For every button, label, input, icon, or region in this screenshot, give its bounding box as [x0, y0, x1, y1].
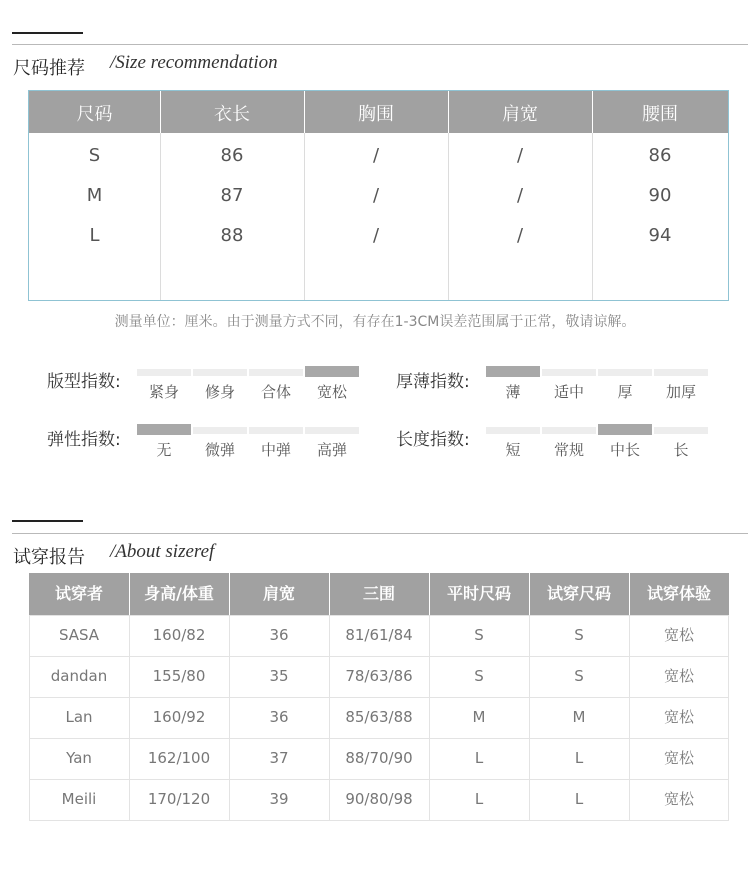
index-bar: [654, 427, 708, 434]
trial-table-cell: 90/80/98: [345, 790, 413, 808]
index-label: 长度指数:: [396, 430, 470, 450]
trial-column-header: 试穿体验: [646, 584, 711, 603]
index-option-label: 高弹: [316, 441, 347, 459]
size-table-cell: 87: [220, 185, 244, 206]
trial-table-cell: M: [472, 708, 486, 726]
row-divider: [29, 820, 729, 821]
header-divider: [304, 91, 305, 133]
trial-table-cell: S: [574, 626, 584, 644]
trial-table-cell: Lan: [65, 708, 93, 726]
trial-column-header: 肩宽: [262, 584, 295, 603]
trial-table-cell: 160/92: [152, 708, 206, 726]
index-bar: [137, 369, 191, 376]
size-table-cell: M: [86, 185, 103, 206]
size-column-header: 肩宽: [502, 104, 538, 125]
header-divider: [529, 573, 530, 615]
size-section-title: 尺码推荐: [13, 58, 85, 79]
measurement-note: 测量单位：厘米。由于测量方式不同，有存在1-3CM误差范围属于正常，敬请谅解。: [114, 314, 636, 330]
trial-column-header: 试穿者: [54, 584, 103, 603]
trial-table-cell: 170/120: [147, 790, 211, 808]
size-table-cell: 94: [648, 225, 672, 246]
index-bar-selected: [598, 424, 652, 435]
index-option-label: 无: [156, 441, 172, 459]
trial-column-header: 平时尺码: [446, 584, 511, 603]
trial-column-header: 三围: [362, 584, 395, 603]
index-bar-selected: [137, 424, 191, 435]
index-bar: [598, 369, 652, 376]
index-option-label: 薄: [505, 383, 521, 401]
index-bar: [193, 427, 247, 434]
trial-table-cell: 160/82: [152, 626, 206, 644]
trial-section-subtitle: /About sizeref: [110, 541, 215, 562]
index-option-label: 紧身: [148, 383, 179, 401]
trial-column-header: 身高/体重: [144, 584, 214, 603]
section-divider: [12, 44, 748, 45]
trial-table-cell: 36: [269, 626, 289, 644]
trial-table-cell: 宽松: [663, 749, 694, 767]
trial-table-cell: M: [572, 708, 586, 726]
trial-table-cell: 36: [269, 708, 289, 726]
trial-table-cell: L: [474, 749, 484, 767]
trial-section-title: 试穿报告: [13, 547, 85, 568]
size-column-header: 尺码: [76, 104, 113, 125]
index-option-label: 中弹: [260, 441, 291, 459]
index-option-label: 合体: [260, 383, 291, 401]
size-table-cell: /: [372, 225, 380, 246]
size-column-header: 衣长: [214, 104, 250, 125]
header-divider: [592, 91, 593, 133]
index-bar: [486, 427, 540, 434]
trial-table-cell: Meili: [61, 790, 97, 808]
size-table: [28, 90, 729, 301]
size-table-cell: /: [372, 145, 380, 166]
trial-table-cell: S: [474, 626, 484, 644]
trial-table-cell: 35: [269, 667, 289, 685]
index-label: 厚薄指数:: [396, 372, 470, 392]
header-divider: [329, 573, 330, 615]
index-bar-selected: [305, 366, 359, 377]
trial-table-cell: dandan: [50, 667, 108, 685]
trial-table-cell: 85/63/88: [345, 708, 413, 726]
index-option-label: 宽松: [316, 383, 347, 401]
index-bar: [654, 369, 708, 376]
trial-table-cell: L: [574, 749, 584, 767]
section-divider: [12, 533, 748, 534]
size-table-cell: 86: [220, 145, 244, 166]
size-table-cell: 86: [648, 145, 672, 166]
index-option-label: 微弹: [204, 441, 235, 459]
size-column-header: 胸围: [358, 104, 394, 125]
index-label: 版型指数:: [47, 372, 121, 392]
index-bar: [542, 369, 596, 376]
trial-table-cell: 39: [269, 790, 289, 808]
index-option-label: 适中: [553, 383, 584, 401]
trial-table-cell: S: [474, 667, 484, 685]
header-divider: [629, 573, 630, 615]
trial-table-cell: 162/100: [147, 749, 211, 767]
trial-table-cell: L: [574, 790, 584, 808]
size-table-cell: S: [88, 145, 101, 166]
trial-table-cell: SASA: [58, 626, 100, 644]
header-divider: [229, 573, 230, 615]
trial-table-cell: 宽松: [663, 708, 694, 726]
header-divider: [448, 91, 449, 133]
header-divider: [129, 573, 130, 615]
section-accent-line: [12, 520, 83, 522]
index-option-label: 加厚: [665, 383, 696, 401]
index-bar: [249, 369, 303, 376]
size-table-cell: /: [372, 185, 380, 206]
index-option-label: 中长: [609, 441, 640, 459]
index-bar-selected: [486, 366, 540, 377]
header-divider: [160, 91, 161, 133]
trial-table-cell: Yan: [66, 749, 92, 767]
trial-table-cell: L: [474, 790, 484, 808]
size-table-cell: /: [516, 185, 524, 206]
trial-table-cell: 88/70/90: [345, 749, 413, 767]
size-table-cell: /: [516, 145, 524, 166]
size-section-subtitle: /Size recommendation: [110, 52, 278, 73]
header-divider: [429, 573, 430, 615]
index-option-label: 常规: [553, 441, 584, 459]
trial-table-cell: 81/61/84: [345, 626, 413, 644]
trial-table-cell: 37: [269, 749, 289, 767]
index-option-label: 厚: [617, 383, 633, 401]
index-label: 弹性指数:: [47, 430, 121, 450]
trial-table-cell: 宽松: [663, 790, 694, 808]
index-bar: [305, 427, 359, 434]
section-accent-line: [12, 32, 83, 34]
size-table-cell: /: [516, 225, 524, 246]
index-bar: [249, 427, 303, 434]
index-option-label: 短: [505, 441, 521, 459]
trial-table-cell: 宽松: [663, 626, 694, 644]
trial-table-cell: 宽松: [663, 667, 694, 685]
trial-table-cell: 78/63/86: [345, 667, 413, 685]
size-table-cell: L: [89, 225, 100, 246]
size-table-cell: 90: [648, 185, 672, 206]
index-option-label: 长: [673, 441, 689, 459]
trial-column-header: 试穿尺码: [546, 584, 611, 603]
index-bar: [193, 369, 247, 376]
index-option-label: 修身: [204, 383, 235, 401]
trial-table-cell: S: [574, 667, 584, 685]
size-table-cell: 88: [220, 225, 244, 246]
index-bar: [542, 427, 596, 434]
size-column-header: 腰围: [642, 104, 678, 125]
trial-table-cell: 155/80: [152, 667, 206, 685]
